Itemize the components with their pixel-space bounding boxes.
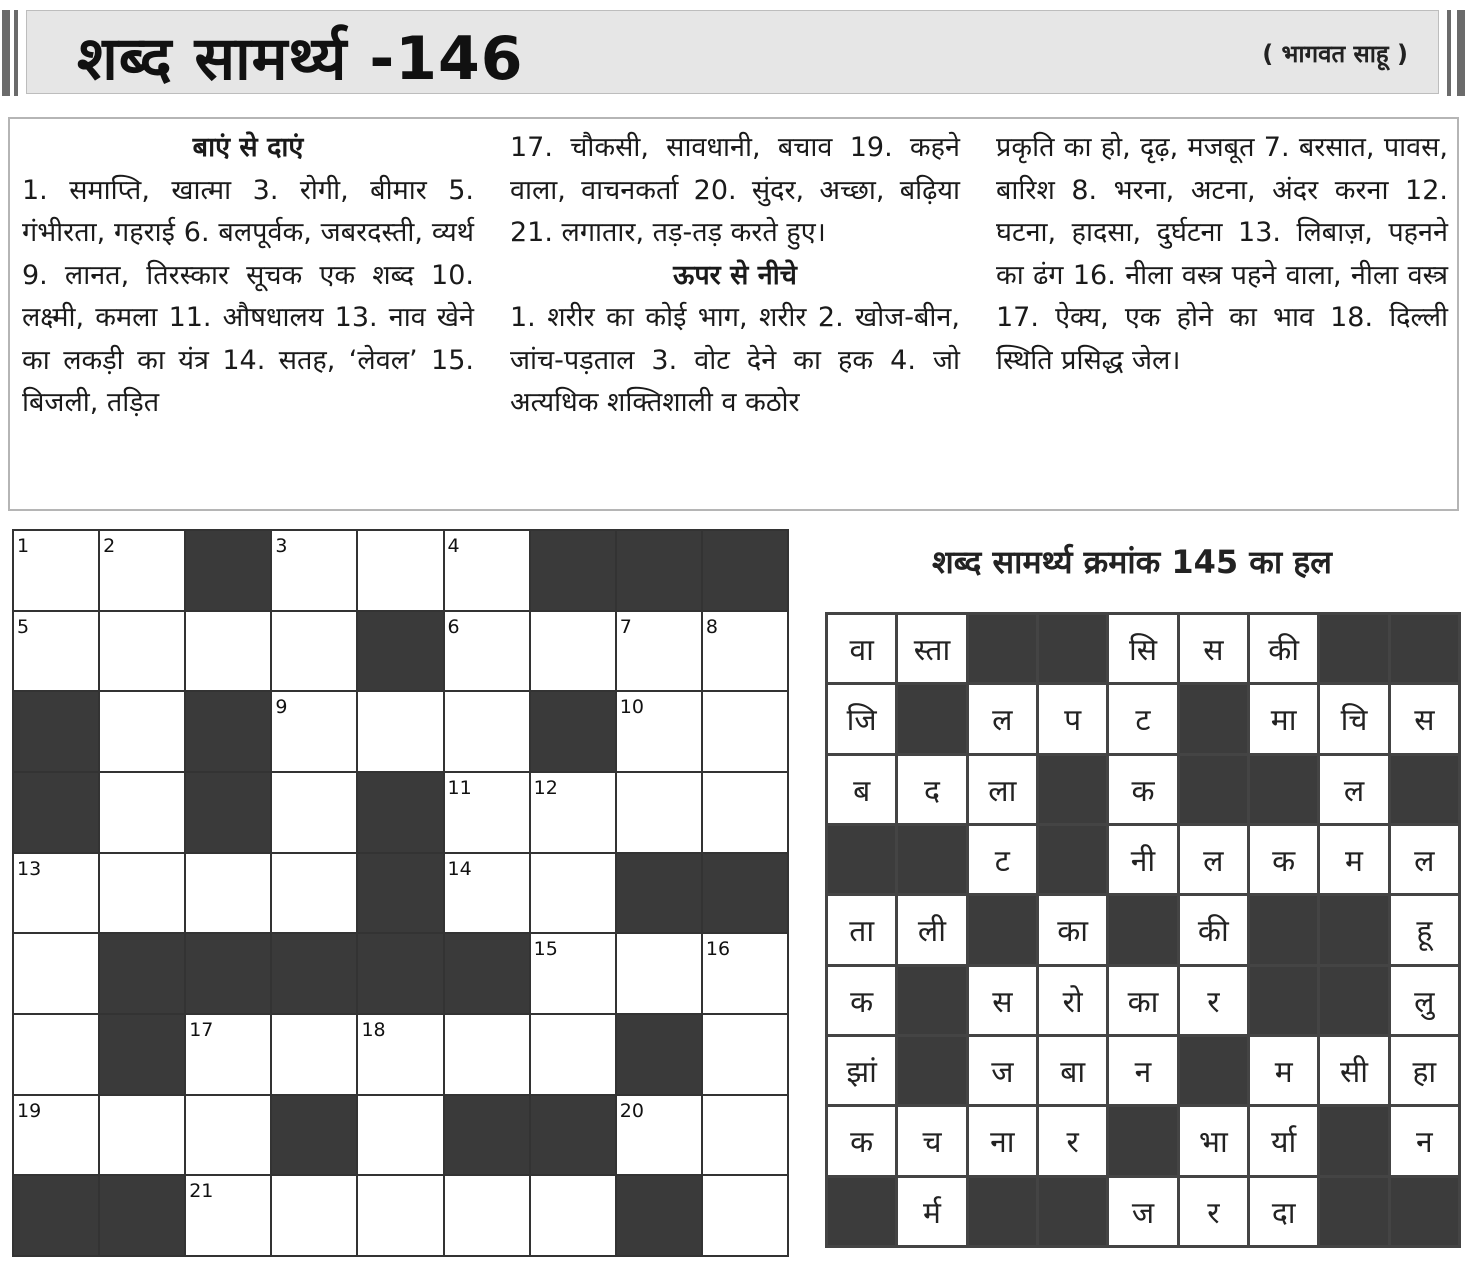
grid-cell[interactable] — [617, 692, 701, 771]
black-cell — [100, 1176, 184, 1255]
grid-cell[interactable] — [272, 612, 356, 691]
clue-number: 4 — [447, 535, 460, 557]
grid-cell[interactable] — [14, 1015, 98, 1094]
solution-cell: ता — [828, 896, 895, 963]
solution-cell: ला — [969, 756, 1036, 823]
grid-cell[interactable] — [445, 854, 529, 933]
grid-cell[interactable] — [14, 531, 98, 610]
grid-cell[interactable] — [100, 612, 184, 691]
solution-cell: झां — [828, 1037, 895, 1104]
solution-black-cell — [1109, 896, 1176, 963]
solution-cell: ल — [969, 685, 1036, 752]
solution-cell: ना — [969, 1107, 1036, 1174]
solution-cell: स्ता — [898, 615, 965, 682]
black-cell — [531, 1096, 615, 1175]
black-cell — [531, 531, 615, 610]
solution-title: शब्द सामर्थ्य क्रमांक 145 का हल — [931, 543, 1332, 581]
solution-cell: जि — [828, 685, 895, 752]
grid-cell[interactable] — [272, 1176, 356, 1255]
down-clues: 1. शरीर का कोई भाग, शरीर 2. खोज-बीन, जांच-पड़ताल 3. वोट देने का हक 4. जो अत्यधिक शक्तिशाली व कठोर — [510, 302, 960, 418]
solution-cell: स — [1180, 615, 1247, 682]
solution-cell: ल — [1391, 826, 1458, 893]
black-cell — [531, 692, 615, 771]
grid-cell[interactable] — [703, 612, 787, 691]
grid-cell[interactable] — [703, 934, 787, 1013]
solution-black-cell — [969, 896, 1036, 963]
solution-black-cell — [1180, 756, 1247, 823]
clue-number: 2 — [103, 535, 116, 557]
grid-cell[interactable] — [358, 1096, 442, 1175]
solution-cell: वा — [828, 615, 895, 682]
grid-cell[interactable] — [445, 1176, 529, 1255]
clue-number: 9 — [275, 696, 288, 719]
clues-panel — [8, 117, 1459, 511]
grid-cell[interactable] — [445, 531, 529, 610]
black-cell — [703, 854, 787, 933]
grid-cell[interactable] — [186, 1096, 270, 1175]
clue-number: 1 — [17, 535, 30, 557]
solution-cell: ब — [828, 756, 895, 823]
solution-cell: स — [1391, 685, 1458, 752]
header-bar — [2, 10, 10, 96]
black-cell — [617, 1015, 701, 1094]
grid-cell[interactable] — [100, 854, 184, 933]
black-cell — [14, 773, 98, 852]
grid-cell[interactable] — [531, 854, 615, 933]
solution-cell: दा — [1250, 1178, 1317, 1245]
solution-cell: क — [1109, 756, 1176, 823]
grid-cell[interactable] — [186, 1176, 270, 1255]
black-cell — [186, 692, 270, 771]
grid-cell[interactable] — [14, 934, 98, 1013]
black-cell — [186, 773, 270, 852]
clue-number: 3 — [275, 535, 288, 557]
solution-black-cell — [1250, 756, 1317, 823]
black-cell — [358, 934, 442, 1013]
solution-cell: र — [1180, 967, 1247, 1034]
grid-cell[interactable] — [703, 773, 787, 852]
across-clues: 1. समाप्ति, खात्मा 3. रोगी, बीमार 5. गंभीरता, गहराई 6. बलपूर्वक, जबरदस्ती, व्यर्थ 9. लानत, तिरस्कार सूचक एक शब्द 10. लक्ष्मी, कमला 11. औषधालय 13. नाव खेने का लकड़ी का यंत्र 14. सतह, ‘लेवल’ 15. बिजली, तड़ित — [22, 174, 474, 418]
clue-number: 18 — [361, 1018, 386, 1041]
header-bar — [14, 10, 18, 96]
solution-cell: का — [1109, 967, 1176, 1034]
header-bar — [1457, 10, 1465, 96]
clue-number: 6 — [447, 615, 460, 638]
grid-cell[interactable] — [445, 1015, 529, 1094]
grid-cell[interactable] — [531, 1015, 615, 1094]
across-heading: बाएं से दाएं — [192, 132, 304, 163]
black-cell — [703, 531, 787, 610]
solution-cell: चि — [1320, 685, 1387, 752]
black-cell — [272, 1096, 356, 1175]
grid-cell[interactable] — [531, 773, 615, 852]
clue-number: 17 — [189, 1018, 214, 1041]
solution-cell: हा — [1391, 1037, 1458, 1104]
black-cell — [445, 1096, 529, 1175]
solution-cell: क — [828, 1107, 895, 1174]
black-cell — [100, 934, 184, 1013]
solution-cell: र्म — [898, 1178, 965, 1245]
solution-black-cell — [969, 1178, 1036, 1245]
solution-black-cell — [1391, 1178, 1458, 1245]
solution-cell: हू — [1391, 896, 1458, 963]
header-box — [26, 10, 1439, 94]
grid-cell[interactable] — [358, 531, 442, 610]
grid-cell[interactable] — [100, 773, 184, 852]
black-cell — [358, 854, 442, 933]
black-cell — [100, 1015, 184, 1094]
header-bar — [1447, 10, 1451, 96]
solution-grid — [825, 612, 1461, 1248]
clue-number: 7 — [619, 615, 632, 638]
solution-black-cell — [898, 1037, 965, 1104]
grid-cell[interactable] — [272, 773, 356, 852]
black-cell — [617, 854, 701, 933]
grid-cell[interactable] — [272, 692, 356, 771]
grid-cell[interactable] — [617, 773, 701, 852]
solution-cell: क — [1250, 826, 1317, 893]
down-heading: ऊपर से नीचे — [673, 259, 797, 291]
clue-number: 10 — [619, 696, 644, 719]
solution-black-cell — [1320, 1107, 1387, 1174]
solution-cell: नी — [1109, 826, 1176, 893]
solution-cell: न — [1391, 1107, 1458, 1174]
grid-cell[interactable] — [445, 692, 529, 771]
grid-cell[interactable] — [703, 692, 787, 771]
clue-number: 16 — [705, 938, 731, 961]
black-cell — [14, 1176, 98, 1255]
solution-cell: र्या — [1250, 1107, 1317, 1174]
solution-black-cell — [898, 826, 965, 893]
grid-cell[interactable] — [703, 1096, 787, 1175]
grid-cell[interactable] — [617, 1096, 701, 1175]
solution-black-cell — [1391, 615, 1458, 682]
clue-number: 11 — [447, 776, 472, 799]
black-cell — [445, 934, 529, 1013]
solution-black-cell — [1180, 685, 1247, 752]
solution-black-cell — [969, 615, 1036, 682]
solution-black-cell — [1039, 615, 1106, 682]
page-title: शब्द सामर्थ्य -146 — [77, 24, 524, 94]
clue-number: 14 — [447, 857, 472, 880]
solution-black-cell — [898, 967, 965, 1034]
black-cell — [186, 531, 270, 610]
solution-black-cell — [828, 1178, 895, 1245]
solution-cell: बा — [1039, 1037, 1106, 1104]
clue-number: 19 — [17, 1099, 42, 1122]
solution-black-cell — [1109, 1107, 1176, 1174]
grid-cell[interactable] — [186, 612, 270, 691]
solution-cell: ट — [1109, 685, 1176, 752]
solution-black-cell — [1250, 896, 1317, 963]
black-cell — [617, 531, 701, 610]
grid-cell[interactable] — [531, 612, 615, 691]
grid-cell[interactable] — [358, 692, 442, 771]
solution-black-cell — [1039, 826, 1106, 893]
grid-cell[interactable] — [186, 1015, 270, 1094]
solution-black-cell — [1039, 756, 1106, 823]
header — [0, 10, 1469, 96]
black-cell — [186, 934, 270, 1013]
grid-cell[interactable] — [617, 934, 701, 1013]
clues-column-2 — [510, 127, 960, 425]
author-credit: ( भागवत साहू ) — [1262, 40, 1408, 68]
solution-black-cell — [898, 685, 965, 752]
solution-cell: की — [1250, 615, 1317, 682]
solution-black-cell — [1320, 1178, 1387, 1245]
clue-number: 5 — [17, 615, 30, 638]
grid-cell[interactable] — [14, 612, 98, 691]
solution-cell: की — [1180, 896, 1247, 963]
grid-cell[interactable] — [186, 854, 270, 933]
clues-column-3 — [996, 127, 1448, 382]
solution-cell: द — [898, 756, 965, 823]
solution-cell: ल — [1180, 826, 1247, 893]
clue-number: 12 — [533, 776, 558, 799]
solution-black-cell — [1250, 967, 1317, 1034]
solution-black-cell — [1180, 1037, 1247, 1104]
grid-cell[interactable] — [100, 531, 184, 610]
solution-cell: ल — [1320, 756, 1387, 823]
solution-cell: ज — [1109, 1178, 1176, 1245]
grid-cell[interactable] — [272, 854, 356, 933]
solution-cell: म — [1250, 1037, 1317, 1104]
solution-cell: का — [1039, 896, 1106, 963]
down-clues-continued: प्रकृति का हो, दृढ़, मजबूत 7. बरसात, पावस, बारिश 8. भरना, अटना, अंदर करना 12. घटना, हादसा, दुर्घटना 13. लिबाज़, पहनने का ढंग 16. नीला वस्त्र पहने वाला, नीला वस्त्र 17. ऐक्य, एक होने का भाव 18. दिल्ली स्थिति प्रसिद्ध जेल। — [996, 132, 1448, 376]
solution-black-cell — [1320, 615, 1387, 682]
clue-number: 15 — [533, 938, 558, 961]
solution-cell: प — [1039, 685, 1106, 752]
solution-cell: रो — [1039, 967, 1106, 1034]
solution-cell: च — [898, 1107, 965, 1174]
crossword-grid — [12, 529, 789, 1257]
solution-cell: मा — [1250, 685, 1317, 752]
solution-black-cell — [828, 826, 895, 893]
grid-cell[interactable] — [14, 854, 98, 933]
black-cell — [617, 1176, 701, 1255]
clue-number: 20 — [619, 1099, 644, 1122]
solution-cell: म — [1320, 826, 1387, 893]
solution-cell: भा — [1180, 1107, 1247, 1174]
grid-cell[interactable] — [445, 773, 529, 852]
solution-cell: ज — [969, 1037, 1036, 1104]
black-cell — [358, 612, 442, 691]
grid-cell[interactable] — [100, 1096, 184, 1175]
solution-cell: लु — [1391, 967, 1458, 1034]
solution-cell: न — [1109, 1037, 1176, 1104]
grid-cell[interactable] — [272, 1015, 356, 1094]
grid-cell[interactable] — [703, 1015, 787, 1094]
solution-cell: ट — [969, 826, 1036, 893]
solution-cell: र — [1180, 1178, 1247, 1245]
clue-number: 21 — [189, 1180, 214, 1203]
solution-cell: ली — [898, 896, 965, 963]
black-cell — [272, 934, 356, 1013]
grid-cell[interactable] — [445, 612, 529, 691]
across-clues-continued: 17. चौकसी, सावधानी, बचाव 19. कहने वाला, वाचनकर्ता 20. सुंदर, अच्छा, बढ़िया 21. लगातार, तड़-तड़ करते हुए। — [510, 132, 960, 248]
grid-cell[interactable] — [531, 934, 615, 1013]
grid-cell[interactable] — [358, 1015, 442, 1094]
solution-cell: र — [1039, 1107, 1106, 1174]
solution-cell: स — [969, 967, 1036, 1034]
clue-number: 8 — [705, 615, 718, 638]
clues-column-1 — [22, 127, 474, 425]
black-cell — [358, 773, 442, 852]
grid-cell[interactable] — [358, 1176, 442, 1255]
clue-number: 13 — [17, 857, 42, 880]
solution-black-cell — [1039, 1178, 1106, 1245]
solution-black-cell — [1320, 967, 1387, 1034]
grid-cell[interactable] — [272, 531, 356, 610]
solution-black-cell — [1320, 896, 1387, 963]
solution-cell: क — [828, 967, 895, 1034]
grid-cell[interactable] — [617, 612, 701, 691]
grid-cell[interactable] — [703, 1176, 787, 1255]
solution-black-cell — [1391, 756, 1458, 823]
grid-cell[interactable] — [14, 1096, 98, 1175]
solution-cell: सी — [1320, 1037, 1387, 1104]
grid-cell[interactable] — [531, 1176, 615, 1255]
grid-cell[interactable] — [100, 692, 184, 771]
solution-cell: सि — [1109, 615, 1176, 682]
black-cell — [14, 692, 98, 771]
